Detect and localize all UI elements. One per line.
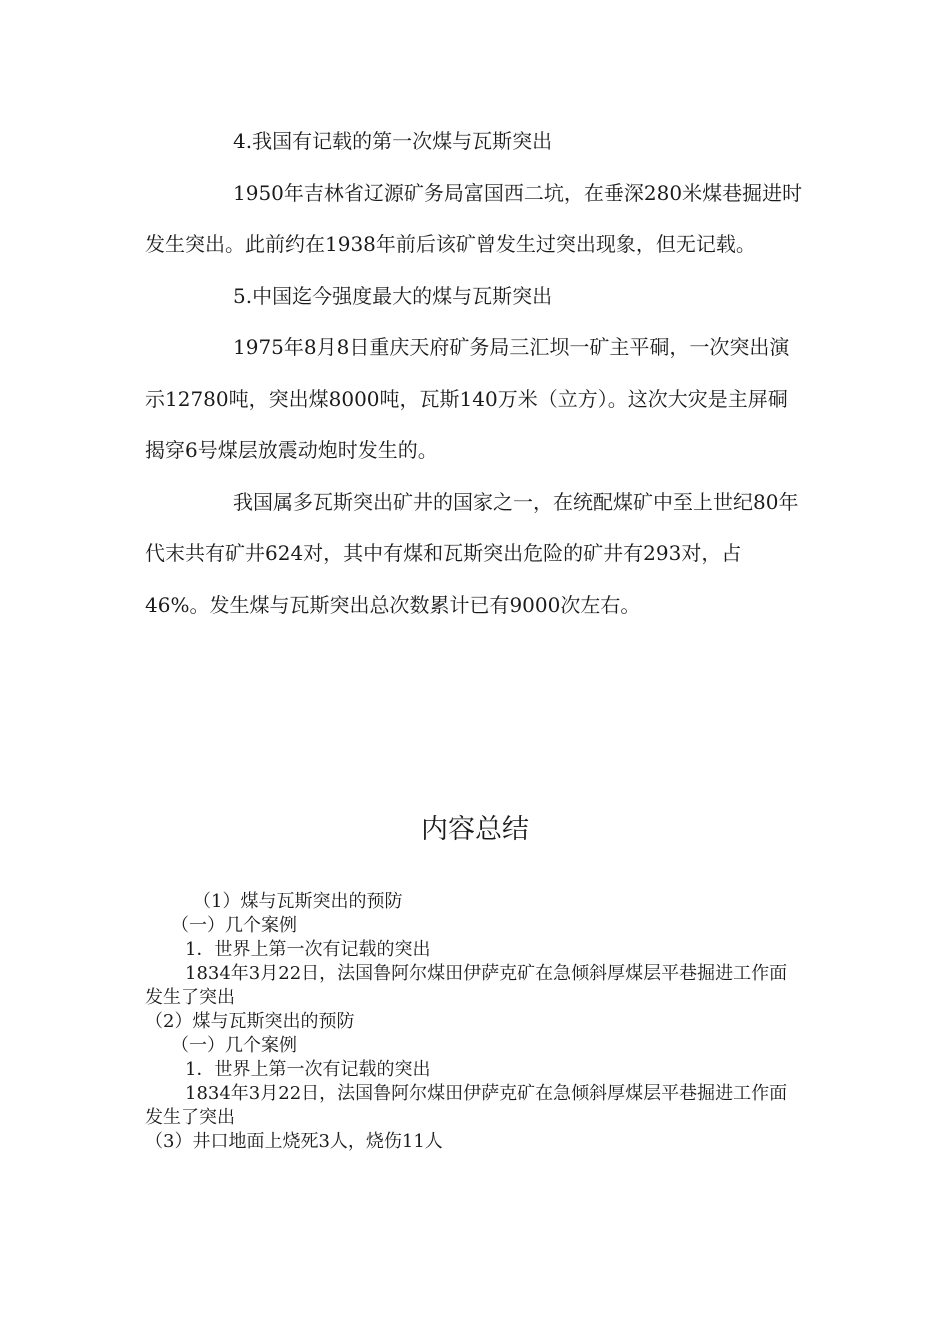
summary-title: 内容总结 <box>421 814 529 846</box>
paragraph-liaoyuan-1950: 1950年吉林省辽源矿务局富国西二坑，在垂深280米煤巷掘进时发生突出。此前约在1938年前后该矿曾发生过突出现象，但无记载。 <box>145 180 803 256</box>
summary-line: （2）煤与瓦斯突出的预防 <box>145 1011 355 1032</box>
summary-line: 1834年3月22日，法国鲁阿尔煤田伊萨克矿在急倾斜厚煤层平巷掘进工作面发生了突出 <box>145 963 788 1008</box>
summary-line: （3）井口地面上烧死3人，烧伤11人 <box>145 1131 443 1152</box>
summary-line: （一）几个案例 <box>171 915 297 936</box>
heading-strongest-outburst-china: 5.中国迄今强度最大的煤与瓦斯突出 <box>233 283 553 308</box>
summary-line: 1．世界上第一次有记载的突出 <box>185 1059 431 1080</box>
summary-content <box>145 890 805 1154</box>
summary-line: （1）煤与瓦斯突出的预防 <box>193 891 403 912</box>
paragraph-national-statistics: 我国属多瓦斯突出矿井的国家之一，在统配煤矿中至上世纪80年代末共有矿井624对，其中有煤和瓦斯突出危险的矿井有293对，占46%。发生煤与瓦斯突出总次数累计已有9000次左右。 <box>145 489 799 617</box>
paragraph-tianfu-1975: 1975年8月8日重庆天府矿务局三汇坝一矿主平硐，一次突出演示12780吨，突出煤8000吨，瓦斯140万米（立方）。这次大灾是主屏硐揭穿6号煤层放震动炮时发生的。 <box>145 335 790 462</box>
summary-line: （一）几个案例 <box>171 1035 297 1056</box>
body-text <box>145 116 805 631</box>
heading-first-outburst-china: 4.我国有记载的第一次煤与瓦斯突出 <box>233 129 553 153</box>
summary-line: 1．世界上第一次有记载的突出 <box>185 939 431 960</box>
summary-line: 1834年3月22日，法国鲁阿尔煤田伊萨克矿在急倾斜厚煤层平巷掘进工作面发生了突出 <box>145 1083 788 1128</box>
